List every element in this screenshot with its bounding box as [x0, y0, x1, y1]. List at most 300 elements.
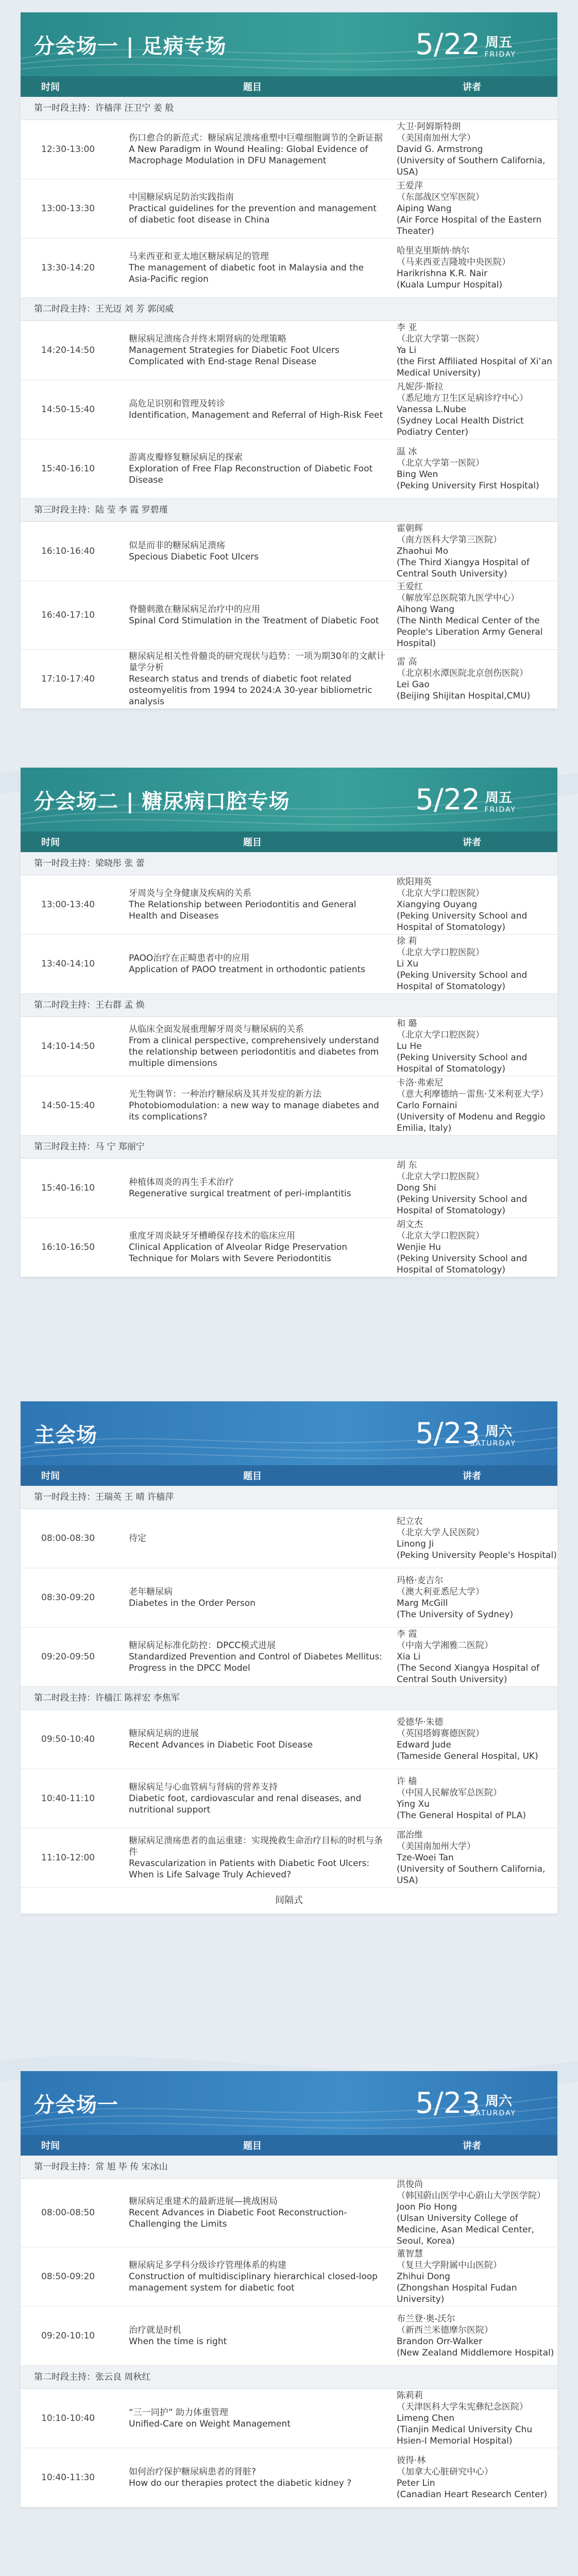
row-time: 10:40-11:10 — [41, 1793, 95, 1804]
speaker-line: （意大利摩德纳－雷焦·艾米利亚大学） — [397, 1089, 549, 1099]
row-time: 09:50-10:40 — [41, 1734, 95, 1744]
chair-line: 第二时段主持：王右群 孟 焕 — [21, 994, 557, 1017]
topic-line: 糖尿病足与心血管病与肾病的营养支持 — [129, 1782, 278, 1792]
topic-line: Unified-Care on Weight Management — [129, 2419, 291, 2429]
column-header-topic: 题目 — [243, 82, 262, 93]
speaker-line: (The Second Xiangya Hospital of Central South University) — [397, 1663, 540, 1685]
topic-line: Management Strategies for Diabetic Foot Ulcers Complicated with End-stage Renal Disease — [129, 345, 339, 367]
topic-line: 游离皮瓣修复糖尿病足的探索 — [129, 452, 243, 463]
speaker-line: （北京大学口腔医院） — [397, 1030, 484, 1040]
speaker-line: 陈莉莉 — [397, 2391, 423, 2401]
table-row — [21, 522, 557, 581]
speaker-line: 欧阳翔英 — [397, 877, 432, 887]
table-row — [21, 1628, 557, 1687]
speaker-line: （东部战区空军医院） — [397, 192, 484, 202]
speaker-line: Marg McGill — [397, 1598, 448, 1608]
topic-line: 糖尿病足相关性骨髓炎的研究现状与趋势：一项为期30年的文献计量学分析 — [129, 651, 385, 673]
speaker-line: 霍朝辉 — [397, 523, 423, 534]
row-time: 14:10-14:50 — [41, 1041, 95, 1052]
row-speaker — [386, 1829, 557, 1886]
topic-line: The management of diabetic foot in Malaysia and the Asia-Pacific region — [129, 263, 364, 284]
column-header-row — [21, 1465, 557, 1486]
topic-line: 从临床全面发展重理解牙周炎与糖尿病的关系 — [129, 1024, 304, 1035]
speaker-line: Ya Li — [397, 345, 417, 355]
speaker-line: 雷 高 — [397, 657, 417, 667]
topic-line: 糖尿病足病的进展 — [129, 1728, 199, 1739]
speaker-line: (Zhongshan Hospital Fudan University) — [397, 2283, 517, 2304]
row-time: 13:00-13:30 — [41, 204, 95, 214]
row-topic — [118, 2466, 386, 2489]
topic-line: PAOO治疗在正畸患者中的应用 — [129, 953, 250, 963]
topic-line: 似是而非的糖尿病足溃疡 — [129, 540, 225, 551]
speaker-line: Tze-Woei Tan — [397, 1853, 454, 1863]
row-speaker — [386, 656, 557, 702]
session-title: 分会场一 | 足病专场 — [34, 35, 227, 58]
topic-line: Diabetes in the Order Person — [129, 1598, 256, 1608]
table-row — [21, 2307, 557, 2366]
row-topic — [118, 1177, 386, 1199]
speaker-line: （北京大学人民医院） — [397, 1528, 484, 1538]
column-header-row — [21, 2135, 557, 2156]
topic-line: 种植体周炎的再生手术治疗 — [129, 1177, 234, 1188]
speaker-line: Ying Xu — [397, 1799, 430, 1809]
table-row — [21, 1218, 557, 1277]
table-row — [21, 1568, 557, 1628]
row-topic — [118, 1782, 386, 1816]
table-row — [21, 321, 557, 380]
topic-line: “三一同护” 助力体重管理 — [129, 2408, 229, 2418]
table-row — [21, 1710, 557, 1769]
speaker-line: (Peking University School and Hospital of Stomatology) — [397, 1194, 528, 1216]
table-row — [21, 875, 557, 935]
session-date: 5/23 — [415, 2087, 480, 2120]
row-speaker — [386, 876, 557, 933]
speaker-line: 彼得·林 — [397, 2455, 426, 2466]
table-row — [21, 2448, 557, 2507]
speaker-line: (Ulsan University College of Medicine, Asan Medical Center, Seoul, Korea) — [397, 2213, 534, 2246]
speaker-line: 董智慧 — [397, 2249, 423, 2259]
topic-line: 中国糖尿病足防治实践指南 — [129, 192, 234, 202]
table-row — [21, 650, 557, 709]
session-weekday: 周六 — [485, 1424, 512, 1439]
row-speaker — [386, 381, 557, 438]
row-topic — [118, 251, 386, 285]
session-title: 主会场 — [34, 1423, 97, 1447]
speaker-line: (the First Affiliated Hospital of Xi’an Medical University) — [397, 357, 552, 378]
table-row — [21, 581, 557, 650]
speaker-line: （新西兰米德摩尔医院） — [397, 2325, 493, 2335]
speaker-line: 布兰登·奥-沃尔 — [397, 2314, 455, 2324]
session-weekday-en: FRIDAY — [484, 50, 516, 59]
speaker-line: Li Xu — [397, 959, 419, 969]
row-time: 13:00-13:40 — [41, 900, 95, 910]
speaker-line: Limeng Chen — [397, 2413, 455, 2424]
topic-line: Spinal Cord Stimulation in the Treatment of Diabetic Foot — [129, 616, 379, 626]
speaker-line: （英国塔姆赛德医院） — [397, 1728, 484, 1739]
row-speaker — [386, 1776, 557, 1821]
row-topic — [118, 2196, 386, 2230]
topic-line: 牙周炎与全身健康及疾病的关系 — [129, 888, 251, 899]
row-topic — [118, 333, 386, 367]
session-s2 — [21, 768, 557, 1277]
topic-line: Application of PAOO treatment in orthodontic patients — [129, 964, 366, 975]
speaker-line: （中南大学湘雅二医院） — [397, 1640, 493, 1651]
table-row — [21, 179, 557, 239]
row-speaker — [386, 446, 557, 492]
speaker-line: (Peking University First Hospital) — [397, 481, 539, 491]
table-row — [21, 439, 557, 499]
topic-line: Photobiomodulation: a new way to manage diabetes and its complications? — [129, 1100, 379, 1122]
row-speaker — [386, 1219, 557, 1276]
column-header-time: 时间 — [41, 837, 60, 848]
chair-line: 第一时段主持：梁晓彤 张 蕾 — [21, 852, 557, 875]
row-topic — [118, 651, 386, 707]
row-speaker — [386, 1516, 557, 1561]
speaker-line: Aihong Wang — [397, 604, 455, 615]
row-topic — [118, 132, 386, 166]
chair-line: 第二时段主持：张云良 周秋红 — [21, 2366, 557, 2389]
topic-line: 糖尿病足溃疡患者的血运重建：实现挽救生命治疗目标的时机与条件 — [129, 1836, 383, 1857]
table-row — [21, 2179, 557, 2247]
speaker-line: Peter Lin — [397, 2478, 435, 2488]
table-row — [21, 1017, 557, 1076]
row-time: 10:10-10:40 — [41, 2413, 95, 2424]
table-row — [21, 2389, 557, 2448]
column-header-topic: 题目 — [243, 2141, 262, 2151]
row-speaker — [386, 1018, 557, 1075]
speaker-line: （中国人民解放军总医院） — [397, 1788, 502, 1798]
speaker-line: Xiangying Ouyang — [397, 900, 478, 910]
row-topic — [118, 888, 386, 922]
speaker-line: Wenjie Hu — [397, 1242, 441, 1252]
table-row — [21, 1509, 557, 1568]
session-s1 — [21, 12, 557, 709]
topic-line: Standardized Prevention and Control of Diabetes Mellitus: Progress in the DPCC Model — [129, 1652, 383, 1673]
speaker-line: Edward Jude — [397, 1740, 451, 1750]
table-row — [21, 380, 557, 439]
row-time: 16:10-16:50 — [41, 1242, 95, 1252]
row-time: 08:00-08:30 — [41, 1533, 95, 1544]
speaker-line: （北京积水潭医院北京创伤医院） — [397, 668, 528, 679]
topic-line: Regenerative surgical treatment of peri-implantitis — [129, 1189, 351, 1199]
speaker-line: (Peking University School and Hospital of Stomatology) — [397, 970, 528, 992]
speaker-line: （北京大学口腔医院） — [397, 1231, 484, 1241]
column-header-row — [21, 832, 557, 852]
speaker-line: （北京大学口腔医院） — [397, 888, 484, 899]
speaker-line: （加拿大心脏研究中心） — [397, 2467, 493, 2477]
column-header-time: 时间 — [41, 2141, 60, 2151]
row-topic — [118, 1089, 386, 1123]
speaker-line: 玛格·麦吉尔 — [397, 1575, 444, 1586]
topic-line: Practical guidelines for the prevention and management of diabetic foot disease in China — [129, 204, 377, 225]
speaker-line: 爱德华·朱德 — [397, 1717, 444, 1727]
speaker-line: （美国南加州大学） — [397, 1841, 475, 1852]
row-speaker — [386, 1717, 557, 1762]
row-topic — [118, 2260, 386, 2294]
row-topic — [118, 1230, 386, 1264]
row-topic — [118, 1024, 386, 1069]
session-weekday: 周五 — [485, 35, 512, 50]
speaker-line: (University of Southern California, USA) — [397, 1864, 546, 1886]
row-time: 09:20-09:50 — [41, 1652, 95, 1662]
column-header-speaker: 讲者 — [463, 2141, 481, 2151]
session-date: 5/22 — [415, 28, 480, 61]
column-header-row — [21, 76, 557, 97]
topic-line: 光生物调节：一种治疗糖尿病及其并发症的新方法 — [129, 1089, 321, 1099]
speaker-line: （澳大利亚悉尼大学） — [397, 1587, 484, 1597]
speaker-line: Carlo Fornaini — [397, 1100, 457, 1111]
topic-line: Recent Advances in Diabetic Foot Disease — [129, 1740, 313, 1750]
row-speaker — [386, 2455, 557, 2500]
topic-line: Revascularization in Patients with Diabetic Foot Ulcers: When is Life Salvage Truly Achieved? — [129, 1858, 370, 1880]
row-speaker — [386, 936, 557, 992]
row-time: 14:20-14:50 — [41, 345, 95, 355]
table-row — [21, 120, 557, 179]
topic-line: How do our therapies protect the diabetic kidney ? — [129, 2478, 352, 2488]
speaker-line: (The General Hospital of PLA) — [397, 1810, 526, 1821]
row-speaker — [386, 2248, 557, 2305]
row-time: 13:30-14:20 — [41, 263, 95, 273]
topic-line: 待定 — [129, 1533, 146, 1544]
table-row — [21, 1159, 557, 1218]
session-date: 5/22 — [415, 783, 480, 817]
speaker-line: (University of Modenu and Reggio Emilia, Italy) — [397, 1112, 546, 1133]
chair-line: 第一时段主持：王瑞英 王 晴 许樯萍 — [21, 1486, 557, 1509]
column-header-speaker: 讲者 — [463, 837, 481, 848]
session-s3 — [21, 1401, 557, 1914]
row-time: 08:00-08:50 — [41, 2208, 95, 2218]
row-speaker — [386, 523, 557, 580]
speaker-line: 胡 东 — [397, 1160, 417, 1171]
session-weekday-en: SATURDAY — [470, 1439, 516, 1448]
row-topic — [118, 540, 386, 563]
speaker-line: （马来西亚吉隆坡中央医院） — [397, 257, 511, 267]
speaker-line: Lei Gao — [397, 680, 430, 690]
session-date: 5/23 — [415, 1417, 480, 1450]
table-row — [21, 1769, 557, 1828]
speaker-line: David G. Armstrong — [397, 144, 483, 155]
speaker-line: 卡洛·弗索尼 — [397, 1078, 444, 1088]
topic-line: From a clinical perspective, comprehensively understand the relationship between periodontitis and diabetes from multiple dimensions — [129, 1036, 379, 1069]
chair-line: 第三时段主持：陆 莹 李 霞 罗碧瑾 — [21, 499, 557, 522]
chair-line: 第二时段主持：王光迈 刘 芳 郭闵威 — [21, 298, 557, 321]
column-header-time: 时间 — [41, 1471, 60, 1482]
speaker-line: (Tianjin Medical University Chu Hsien-I Memorial Hospital) — [397, 2425, 533, 2446]
speaker-line: Xia Li — [397, 1652, 421, 1662]
table-row — [21, 239, 557, 298]
session-header — [21, 768, 557, 832]
speaker-line: 徐 莉 — [397, 936, 417, 946]
row-time: 15:40-16:10 — [41, 1183, 95, 1193]
topic-line: 糖尿病足溃疡合并终末期肾病的处理策略 — [129, 334, 286, 344]
speaker-line: （美国南加州大学） — [397, 133, 475, 143]
row-speaker — [386, 322, 557, 379]
chair-line: 第三时段主持：马 宁 郑丽宁 — [21, 1136, 557, 1159]
speaker-line: 胡文杰 — [397, 1219, 423, 1230]
row-speaker — [386, 180, 557, 237]
session-title: 分会场二 | 糖尿病口腔专场 — [34, 790, 290, 814]
row-time: 16:40-17:10 — [41, 610, 95, 620]
row-time: 13:40-14:10 — [41, 959, 95, 969]
session-header — [21, 1401, 557, 1465]
speaker-line: 王爱红 — [397, 582, 423, 592]
row-speaker — [386, 1575, 557, 1620]
table-row — [21, 1828, 557, 1888]
row-time: 10:40-11:30 — [41, 2472, 95, 2483]
row-time: 17:10-17:40 — [41, 674, 95, 684]
session-header — [21, 2071, 557, 2135]
row-topic — [118, 1586, 386, 1609]
row-speaker — [386, 2390, 557, 2447]
speaker-line: Bing Wen — [397, 469, 438, 480]
speaker-line: Harikrishna K.R. Nair — [397, 268, 488, 279]
session-weekday: 周五 — [485, 790, 512, 806]
chair-line: 第二时段主持：许樯江 陈祥宏 李焦军 — [21, 1687, 557, 1710]
speaker-line: Linong Ji — [397, 1539, 434, 1549]
row-topic — [118, 1533, 386, 1544]
speaker-line: (Sydney Local Health District Podiatry Center) — [397, 416, 524, 437]
speaker-line: (The University of Sydney) — [397, 1609, 514, 1620]
speaker-line: （北京大学口腔医院） — [397, 947, 484, 958]
row-topic — [118, 1640, 386, 1674]
speaker-line: （悉尼地方卫生区足病诊疗中心） — [397, 393, 528, 403]
speaker-line: (Kuala Lumpur Hospital) — [397, 280, 503, 290]
speaker-line: （韩国蔚山医学中心蔚山大学医学院） — [397, 2191, 546, 2201]
row-speaker — [386, 245, 557, 291]
topic-line: A New Paradigm in Wound Healing: Global Evidence of Macrophage Modulation in DFU Management — [129, 144, 368, 166]
topic-line: 重度牙周炎缺牙牙槽嵴保存技术的临床应用 — [129, 1231, 295, 1241]
session-title: 分会场一 — [34, 2093, 118, 2117]
table-row — [21, 2247, 557, 2307]
row-speaker — [386, 121, 557, 178]
speaker-line: 洪俊尚 — [397, 2179, 423, 2190]
topic-line: When the time is right — [129, 2336, 227, 2347]
break-row: 间隔式 — [21, 1888, 557, 1914]
row-time: 16:10-16:40 — [41, 546, 95, 556]
row-topic — [118, 1835, 386, 1880]
chair-line: 第一时段主持：许樯萍 汪卫宁 姜 般 — [21, 97, 557, 120]
row-speaker — [386, 2179, 557, 2247]
speaker-line: 凡妮莎·斯拉 — [397, 382, 444, 392]
row-topic — [118, 2407, 386, 2430]
column-header-speaker: 讲者 — [463, 82, 481, 93]
speaker-line: （北京大学第一医院） — [397, 334, 484, 344]
speaker-line: （北京大学第一医院） — [397, 458, 484, 468]
speaker-line: (Beijing Shijitan Hospital,CMU) — [397, 691, 531, 701]
speaker-line: （北京大学口腔医院） — [397, 1172, 484, 1182]
row-speaker — [386, 1629, 557, 1685]
speaker-line: (Peking University School and Hospital of Stomatology) — [397, 1053, 528, 1074]
speaker-line: （南方医科大学第三医院） — [397, 535, 502, 545]
speaker-line: 温 冰 — [397, 447, 417, 457]
row-speaker — [386, 2313, 557, 2359]
row-speaker — [386, 581, 557, 649]
speaker-line: 王爱萍 — [397, 181, 423, 191]
speaker-line: 李 亚 — [397, 323, 417, 333]
session-weekday-en: FRIDAY — [484, 806, 516, 814]
column-header-topic: 题目 — [243, 837, 262, 848]
speaker-line: Vanessa L.Nube — [397, 404, 467, 415]
row-speaker — [386, 1160, 557, 1216]
row-time: 14:50-15:40 — [41, 1100, 95, 1111]
speaker-line: 哈里克里斯纳·纳尔 — [397, 246, 470, 256]
speaker-line: (The Third Xiangya Hospital of Central South University) — [397, 557, 530, 579]
row-topic — [118, 953, 386, 975]
topic-line: 马来西亚和亚太地区糖尿病足的管理 — [129, 251, 269, 262]
topic-line: Identification, Management and Referral of High-Risk Feet — [129, 410, 383, 420]
session-header — [21, 12, 557, 76]
topic-line: Diabetic foot, cardiovascular and renal diseases, and nutritional support — [129, 1793, 362, 1815]
speaker-line: (Air Force Hospital of the Eastern Theater) — [397, 215, 542, 236]
session-s4 — [21, 2071, 557, 2507]
row-time: 11:10-12:00 — [41, 1853, 95, 1863]
topic-line: Clinical Application of Alveolar Ridge Preservation Technique for Molars with Severe Periodontitis — [129, 1242, 348, 1264]
speaker-line: （天津医科大学朱宪彝纪念医院） — [397, 2402, 528, 2412]
speaker-line: (Tameside General Hospital, UK) — [397, 1751, 538, 1761]
column-header-time: 时间 — [41, 82, 60, 93]
speaker-line: Dong Shi — [397, 1183, 436, 1193]
row-speaker — [386, 1077, 557, 1134]
row-time: 12:30-13:00 — [41, 144, 95, 155]
topic-line: 脊髓刺激在糖尿病足治疗中的应用 — [129, 604, 260, 615]
topic-line: 伤口愈合的新范式：糖尿病足溃疡重塑中巨噬细胞调节的全新证据 — [129, 133, 383, 143]
row-topic — [118, 1728, 386, 1751]
speaker-line: Joon Pio Hong — [397, 2202, 457, 2212]
topic-line: Recent Advances in Diabetic Foot Reconstruction-Challenging the Limits — [129, 2208, 347, 2229]
row-topic — [118, 398, 386, 421]
speaker-line: Lu He — [397, 1041, 422, 1052]
session-weekday: 周六 — [485, 2094, 512, 2109]
column-header-topic: 题目 — [243, 1471, 262, 1482]
row-topic — [118, 604, 386, 626]
topic-line: 高危足识别和管理及转诊 — [129, 399, 225, 409]
session-weekday-en: SATURDAY — [470, 2109, 516, 2117]
speaker-line: 纪立农 — [397, 1516, 423, 1527]
topic-line: 如何治疗保护糖尿病患者的肾脏? — [129, 2467, 257, 2477]
topic-line: The Relationship between Periodontitis and General Health and Diseases — [129, 900, 356, 921]
table-row — [21, 1076, 557, 1136]
speaker-line: Brandon Orr-Walker — [397, 2336, 483, 2347]
topic-line: 老年糖尿病 — [129, 1587, 173, 1597]
speaker-line: Aiping Wang — [397, 204, 452, 214]
row-time: 15:40-16:10 — [41, 464, 95, 474]
speaker-line: (Canadian Heart Research Center) — [397, 2489, 548, 2500]
speaker-line: 和 璐 — [397, 1019, 417, 1029]
row-time: 14:50-15:40 — [41, 404, 95, 415]
row-time: 09:20-10:10 — [41, 2331, 95, 2341]
speaker-line: 李 霞 — [397, 1629, 417, 1639]
speaker-line: 邵治维 — [397, 1830, 423, 1840]
row-topic — [118, 2325, 386, 2347]
topic-line: Construction of multidisciplinary hierarchical closed-loop management system for diabetic foot — [129, 2272, 378, 2293]
speaker-line: (The Ninth Medical Center of the People's Liberation Army General Hospital) — [397, 616, 543, 649]
speaker-line: (Peking University School and Hospital of Stomatology) — [397, 1253, 528, 1275]
topic-line: 糖尿病足标准化防控：DPCC模式进展 — [129, 1640, 276, 1651]
table-row — [21, 935, 557, 994]
speaker-line: (Peking University School and Hospital of Stomatology) — [397, 911, 528, 933]
column-header-speaker: 讲者 — [463, 1471, 481, 1482]
speaker-line: (University of Southern California, USA) — [397, 156, 546, 177]
row-topic — [118, 452, 386, 486]
speaker-line: （复旦大学附属中山医院） — [397, 2260, 502, 2270]
row-time: 08:30-09:20 — [41, 1592, 95, 1603]
topic-line: Research status and trends of diabetic foot related osteomyelitis from 1994 to 2024:A 30-year bibliometric analysis — [129, 674, 372, 707]
speaker-line: Zhaohui Mo — [397, 546, 448, 556]
speaker-line: 大卫·阿姆斯特朗 — [397, 122, 461, 132]
speaker-line: (New Zealand Middlemore Hospital) — [397, 2348, 554, 2358]
speaker-line: （解放军总医院第九医学中心） — [397, 593, 519, 603]
topic-line: 糖尿病足多学科分级诊疗管理体系的构建 — [129, 2260, 286, 2270]
